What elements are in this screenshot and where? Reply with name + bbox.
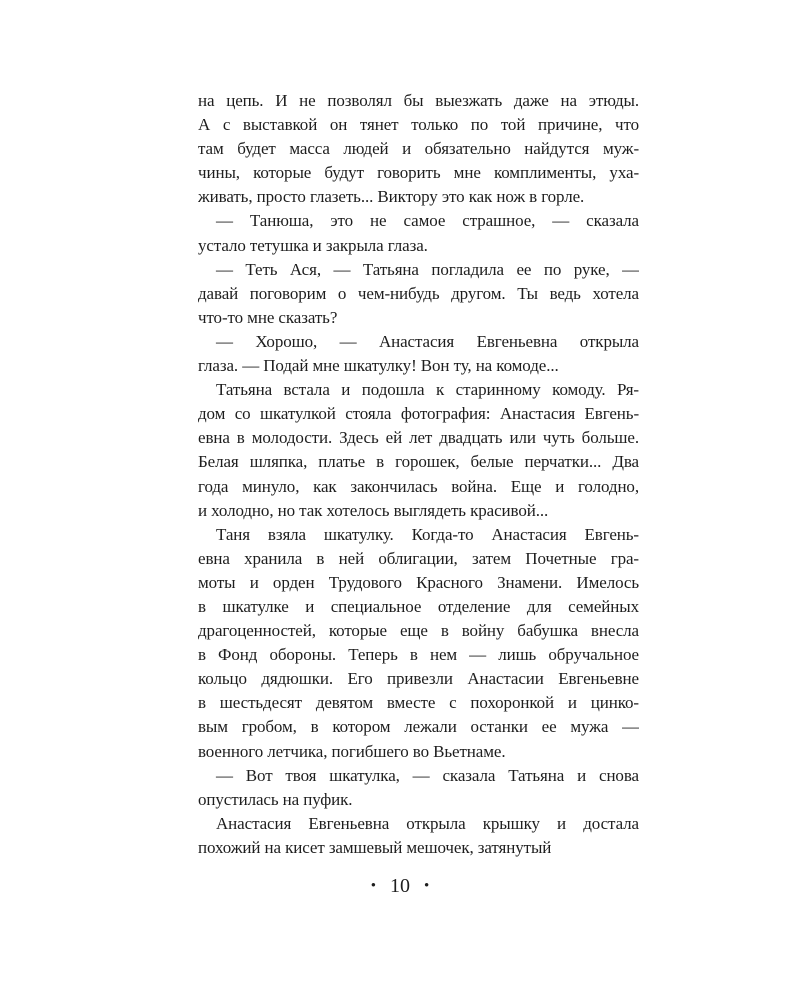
page-footer — [0, 874, 800, 898]
text-line: дом со шкатулкой стояла фотография: Анастасия Евгень- — [198, 404, 639, 424]
text-line: что-то мне сказать? — [198, 307, 338, 327]
text-line: там будет масса людей и обязательно найдутся муж- — [198, 139, 639, 159]
text-line: моты и орден Трудового Красного Знамени. Имелось — [198, 572, 639, 592]
text-line: евна в молодости. Здесь ей лет двадцать или чуть больше. — [198, 428, 639, 448]
footer-bullet-right-icon: • — [424, 878, 430, 894]
text-line: Анастасия Евгеньевна открыла крышку и достала — [216, 813, 639, 833]
text-line: в шкатулке и специальное отделение для семейных — [198, 596, 639, 616]
text-line: чины, которые будут говорить мне комплименты, уха- — [198, 163, 639, 183]
text-line: устало тетушка и закрыла глаза. — [198, 235, 428, 255]
page-number: 10 — [390, 875, 410, 897]
footer-bullet-left-icon: • — [370, 878, 376, 894]
text-line: глаза. — Подай мне шкатулку! Вон ту, на комоде... — [198, 356, 559, 376]
text-line: драгоценностей, которые еще в войну бабушка внесла — [198, 621, 639, 641]
text-line: — Хорошо, — Анастасия Евгеньевна открыла — [216, 331, 639, 351]
text-block — [198, 89, 639, 860]
text-line: и холодно, но так хотелось выглядеть красивой... — [198, 500, 549, 520]
text-line: вым гробом, в котором лежали останки ее мужа — — [198, 717, 639, 737]
text-line: кольцо дядюшки. Его привезли Анастасии Евгеньевне — [198, 669, 639, 689]
text-line: похожий на кисет замшевый мешочек, затянутый — [198, 837, 552, 857]
text-line: — Танюша, это не самое страшное, — сказала — [216, 211, 639, 231]
text-line: евна хранила в ней облигации, затем Почетные гра- — [198, 548, 639, 568]
text-line: Таня взяла шкатулку. Когда-то Анастасия Евгень- — [216, 524, 639, 544]
text-line: в Фонд обороны. Теперь в нем — лишь обручальное — [198, 645, 639, 665]
text-line: — Теть Ася, — Татьяна погладила ее по руке, — — [216, 259, 639, 279]
text-line: Белая шляпка, платье в горошек, белые перчатки... Два — [198, 452, 639, 472]
text-line: — Вот твоя шкатулка, — сказала Татьяна и снова — [216, 765, 639, 785]
text-line: в шестьдесят девятом вместе с похоронкой и цинко- — [198, 693, 639, 713]
text-line: Татьяна встала и подошла к старинному комоду. Ря- — [216, 380, 639, 400]
text-line: давай поговорим о чем-нибудь другом. Ты ведь хотела — [198, 283, 639, 303]
text-line: живать, просто глазеть... Виктору это как нож в горле. — [198, 187, 585, 207]
text-line: года минуло, как закончилась война. Еще и голодно, — [198, 476, 639, 496]
text-line: А с выставкой он тянет только по той причине, что — [198, 115, 639, 135]
text-line: на цепь. И не позволял бы выезжать даже на этюды. — [198, 91, 639, 110]
text-line: опустилась на пуфик. — [198, 789, 353, 809]
text-line: военного летчика, погибшего во Вьетнаме. — [198, 741, 506, 761]
